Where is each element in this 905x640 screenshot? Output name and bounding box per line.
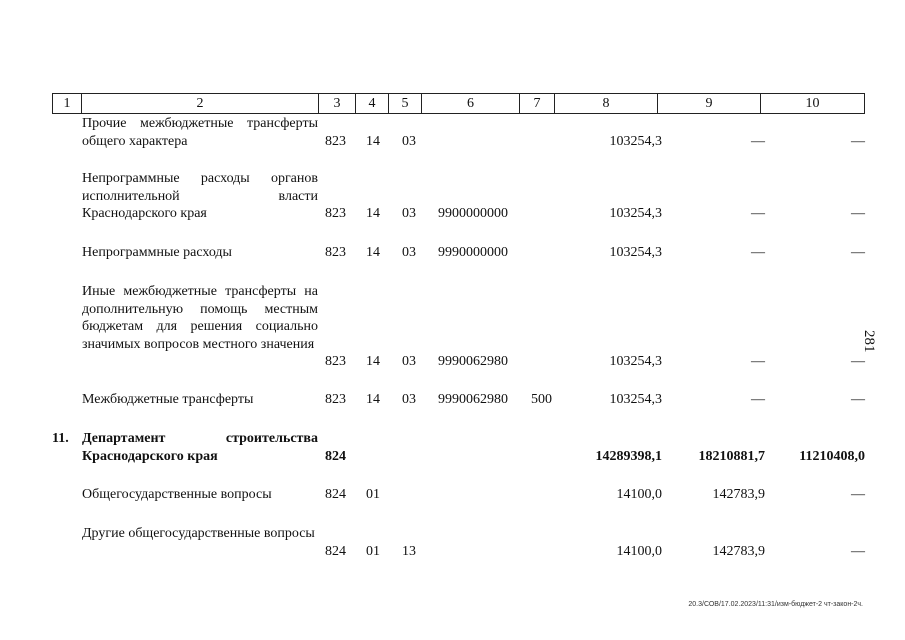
cell-year3: 11210408,0	[799, 449, 865, 465]
row-number: 11.	[52, 431, 69, 446]
table-row	[0, 391, 905, 409]
table-row	[0, 244, 905, 262]
cell-subsection: 03	[402, 392, 416, 408]
cell-subsection: 03	[402, 206, 416, 222]
cell-subsection: 13	[402, 544, 416, 560]
cell-year3: —	[851, 206, 865, 222]
cell-year1: 14289398,1	[595, 449, 662, 465]
table-header	[52, 93, 865, 114]
cell-year1: 14100,0	[616, 487, 662, 503]
row-name: Департамент строительства Краснодарского края	[82, 431, 318, 464]
header-col-2: 2	[82, 94, 319, 113]
cell-year2: —	[751, 392, 765, 408]
cell-year1: 103254,3	[609, 354, 662, 370]
table-row	[0, 170, 905, 223]
cell-year2: —	[751, 245, 765, 261]
cell-year3: —	[851, 245, 865, 261]
cell-section: 14	[366, 206, 380, 222]
cell-target: 9990062980	[438, 392, 508, 408]
footer-meta: 20.3/СОВ/17.02.2023/11:31/изм-бюджет-2 чт-закон-2ч.	[688, 601, 863, 608]
header-col-7: 7	[520, 94, 555, 113]
cell-expense-type: 500	[531, 392, 552, 408]
cell-year2: —	[751, 134, 765, 150]
cell-subsection: 03	[402, 354, 416, 370]
row-name: Непрограммные расходы	[82, 245, 232, 260]
cell-year1: 103254,3	[609, 245, 662, 261]
cell-ministry: 823	[325, 354, 346, 370]
cell-ministry: 824	[325, 487, 346, 503]
cell-year2: 18210881,7	[698, 449, 765, 465]
cell-section: 01	[366, 487, 380, 503]
cell-section: 14	[366, 354, 380, 370]
cell-year1: 103254,3	[609, 392, 662, 408]
header-col-3: 3	[319, 94, 356, 113]
cell-year3: —	[851, 134, 865, 150]
cell-year1: 103254,3	[609, 206, 662, 222]
cell-ministry: 823	[325, 134, 346, 150]
row-name: Межбюджетные трансферты	[82, 392, 254, 407]
cell-year3: —	[851, 392, 865, 408]
table-row	[0, 525, 905, 561]
page-number: 281	[861, 330, 877, 353]
cell-target: 9900000000	[438, 206, 508, 222]
cell-year2: —	[751, 206, 765, 222]
cell-subsection: 03	[402, 245, 416, 261]
table-row	[0, 283, 905, 371]
cell-ministry: 824	[325, 449, 346, 465]
table-row	[0, 115, 905, 151]
cell-year2: 142783,9	[712, 544, 765, 560]
cell-ministry: 823	[325, 392, 346, 408]
row-name: Прочие межбюджетные трансферты общего характера	[82, 116, 318, 149]
header-col-1: 1	[53, 94, 82, 113]
cell-ministry: 823	[325, 206, 346, 222]
cell-year1: 103254,3	[609, 134, 662, 150]
cell-year3: —	[851, 544, 865, 560]
header-col-9: 9	[658, 94, 761, 113]
cell-year1: 14100,0	[616, 544, 662, 560]
cell-subsection: 03	[402, 134, 416, 150]
cell-target: 9990000000	[438, 245, 508, 261]
cell-section: 01	[366, 544, 380, 560]
cell-section: 14	[366, 134, 380, 150]
row-name: Иные межбюджетные трансферты на дополнительную помощь местным бюджетам для решения социально значимых вопросов местного значения	[82, 284, 318, 352]
header-col-5: 5	[389, 94, 422, 113]
cell-year3: —	[851, 354, 865, 370]
table-row	[0, 486, 905, 504]
cell-year3: —	[851, 487, 865, 503]
cell-section: 14	[366, 245, 380, 261]
row-name: Другие общегосударственные вопросы	[82, 526, 315, 541]
cell-target: 9990062980	[438, 354, 508, 370]
cell-ministry: 823	[325, 245, 346, 261]
row-name: Общегосударственные вопросы	[82, 487, 272, 502]
header-col-10: 10	[805, 96, 820, 111]
cell-section: 14	[366, 392, 380, 408]
row-name: Непрограммные расходы органов исполнительной власти Краснодарского края	[82, 171, 318, 222]
header-col-8: 8	[555, 94, 658, 113]
table-row	[0, 430, 905, 466]
cell-ministry: 824	[325, 544, 346, 560]
cell-year2: 142783,9	[712, 487, 765, 503]
cell-year2: —	[751, 354, 765, 370]
header-col-4: 4	[356, 94, 389, 113]
header-col-6: 6	[422, 94, 520, 113]
